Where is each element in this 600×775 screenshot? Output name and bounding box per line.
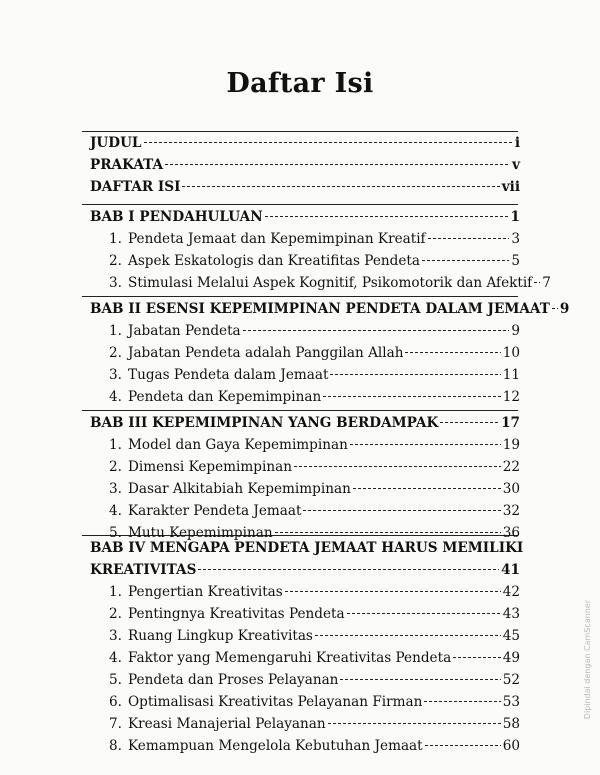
entry-label: Stimulasi Melalui Aspek Kognitif, Psikomotorik dan Afektif [128, 275, 533, 291]
entry-page: 1 [510, 209, 520, 225]
entry-number: 1. [109, 323, 122, 339]
dot-leader [198, 569, 499, 571]
dot-leader [303, 510, 500, 512]
dot-leader [265, 216, 509, 218]
toc-section-entry[interactable] [109, 713, 520, 735]
entry-label: BAB II ESENSI KEPEMIMPINAN PENDETA DALAM JEMAAT [90, 301, 550, 317]
entry-page: i [514, 135, 520, 151]
toc-section-entry[interactable] [109, 250, 520, 272]
entry-number: 1. [109, 584, 122, 600]
entry-label: BAB III KEPEMIMPINAN YANG BERDAMPAK [90, 415, 439, 431]
dot-leader [453, 657, 501, 659]
toc-section-entry[interactable] [109, 603, 520, 625]
toc-section-entry[interactable] [109, 364, 520, 386]
entry-number: 4. [109, 389, 122, 405]
toc-section-entry[interactable] [109, 669, 520, 691]
dot-leader [315, 635, 501, 637]
entry-label: PRAKATA [90, 157, 164, 173]
entry-page: 11 [502, 367, 520, 383]
entry-page: 45 [502, 628, 520, 644]
dot-leader [323, 396, 500, 398]
entry-page: vii [501, 179, 520, 195]
entry-label: Aspek Eskatologis dan Kreatifitas Pendeta [128, 253, 420, 269]
entry-label: Kemampuan Mengelola Kebutuhan Jemaat [128, 738, 423, 754]
entry-page: 12 [502, 389, 520, 405]
dot-leader [350, 444, 501, 446]
entry-page: 9 [559, 301, 570, 317]
entry-label: Dasar Alkitabiah Kepemimpinan [128, 481, 351, 497]
entry-label: Karakter Pendeta Jemaat [128, 503, 302, 519]
entry-number: 8. [109, 738, 122, 754]
entry-label: Pendeta dan Kepemimpinan [128, 389, 322, 405]
entry-number: 5. [109, 672, 122, 688]
dot-leader [144, 142, 513, 144]
dot-leader [353, 488, 501, 490]
dot-leader [552, 308, 558, 310]
entry-page: 32 [502, 503, 520, 519]
entry-number: 2. [109, 459, 122, 475]
entry-number: 3. [109, 275, 122, 291]
toc-section-entry[interactable] [109, 386, 520, 408]
entry-label: Model dan Gaya Kepemimpinan [128, 437, 348, 453]
entry-label: Ruang Lingkup Kreativitas [128, 628, 313, 644]
toc-chapter-entry[interactable] [90, 206, 520, 228]
toc-section-entry[interactable] [109, 272, 551, 294]
toc-section-entry[interactable] [109, 647, 520, 669]
entry-number: 3. [109, 628, 122, 644]
toc-chapter-entry[interactable] [90, 412, 520, 434]
entry-page: 30 [502, 481, 520, 497]
entry-label: Optimalisasi Kreativitas Pelayanan Firman [128, 694, 423, 710]
dot-leader [330, 374, 500, 376]
entry-page: 19 [502, 437, 520, 453]
dot-leader [275, 532, 501, 534]
toc-section-entry[interactable] [109, 478, 520, 500]
entry-number: 4. [109, 503, 122, 519]
dot-leader [340, 679, 500, 681]
toc-chapter-entry[interactable] [90, 298, 570, 320]
entry-page: 49 [502, 650, 520, 666]
entry-label: Dimensi Kepemimpinan [128, 459, 292, 475]
entry-label: Faktor yang Memengaruhi Kreativitas Pendeta [128, 650, 452, 666]
entry-label: Kreasi Manajerial Pelayanan [128, 716, 326, 732]
entry-label: Tugas Pendeta dalam Jemaat [128, 367, 329, 383]
entry-label: Pentingnya Kreativitas Pendeta [128, 606, 345, 622]
entry-number: 1. [109, 231, 122, 247]
entry-number: 6. [109, 694, 122, 710]
section-rule [82, 296, 518, 297]
dot-leader [347, 613, 501, 615]
entry-page: 10 [502, 345, 520, 361]
entry-label: Jabatan Pendeta [128, 323, 241, 339]
dot-leader [285, 591, 501, 593]
entry-label: JUDUL [90, 135, 142, 151]
toc-chapter-entry[interactable] [90, 537, 524, 581]
entry-number: 2. [109, 253, 122, 269]
toc-front-entry[interactable] [90, 176, 520, 198]
entry-number: 5. [109, 525, 122, 541]
entry-number: 2. [109, 606, 122, 622]
toc-front-entry[interactable] [90, 154, 520, 176]
toc-section-entry[interactable] [109, 581, 520, 603]
page-title: Daftar Isi [226, 68, 374, 99]
entry-label: Pendeta Jemaat dan Kepemimpinan Kreatif [128, 231, 426, 247]
entry-page: 3 [511, 231, 520, 247]
entry-label: Pendeta dan Proses Pelayanan [128, 672, 339, 688]
entry-number: 4. [109, 650, 122, 666]
dot-leader [424, 701, 500, 703]
entry-number: 7. [109, 716, 122, 732]
entry-label: Mutu Kepemimpinan [128, 525, 273, 541]
toc-section-entry[interactable] [109, 735, 520, 757]
entry-page: 43 [502, 606, 520, 622]
entry-page: 58 [502, 716, 520, 732]
toc-section-entry[interactable] [109, 500, 520, 522]
dot-leader [422, 260, 509, 262]
toc-section-entry[interactable] [109, 625, 520, 647]
dot-leader [405, 352, 500, 354]
dot-leader [165, 164, 510, 166]
toc-section-entry[interactable] [109, 228, 520, 250]
entry-page: 52 [502, 672, 520, 688]
entry-label: BAB I PENDAHULUAN [90, 209, 263, 225]
entry-number: 1. [109, 437, 122, 453]
entry-page: 5 [511, 253, 520, 269]
entry-number: 2. [109, 345, 122, 361]
toc-front-entry[interactable] [90, 132, 520, 154]
entry-page: 60 [502, 738, 520, 754]
dot-leader [328, 723, 501, 725]
entry-page: 41 [501, 562, 520, 578]
toc-section-entry[interactable] [109, 434, 520, 456]
entry-page: 7 [542, 275, 551, 291]
entry-page: 36 [502, 525, 520, 541]
entry-page: 22 [502, 459, 520, 475]
toc-section-entry[interactable] [109, 342, 520, 364]
entry-label: Pengertian Kreativitas [128, 584, 283, 600]
toc-section-entry[interactable] [109, 456, 520, 478]
dot-leader [182, 186, 499, 188]
toc-section-entry[interactable] [109, 691, 520, 713]
entry-label: KREATIVITAS [90, 562, 197, 578]
entry-page: 9 [511, 323, 520, 339]
entry-label: BAB IV MENGAPA PENDETA JEMAAT HARUS MEMILIKI [90, 540, 524, 556]
dot-leader [294, 466, 501, 468]
entry-label: Jabatan Pendeta adalah Panggilan Allah [128, 345, 404, 361]
entry-page: v [512, 157, 520, 173]
entry-page: 17 [501, 415, 520, 431]
section-rule [82, 204, 518, 205]
entry-number: 3. [109, 367, 122, 383]
section-rule [82, 410, 518, 411]
scanner-watermark: Dipindai dengan CamScanner [583, 600, 592, 720]
entry-number: 3. [109, 481, 122, 497]
entry-page: 53 [502, 694, 520, 710]
toc-section-entry[interactable] [109, 320, 520, 342]
dot-leader [534, 282, 540, 284]
dot-leader [243, 330, 510, 332]
entry-label: DAFTAR ISI [90, 179, 181, 195]
dot-leader [440, 422, 499, 424]
entry-page: 42 [502, 584, 520, 600]
dot-leader [428, 238, 510, 240]
dot-leader [425, 745, 501, 747]
